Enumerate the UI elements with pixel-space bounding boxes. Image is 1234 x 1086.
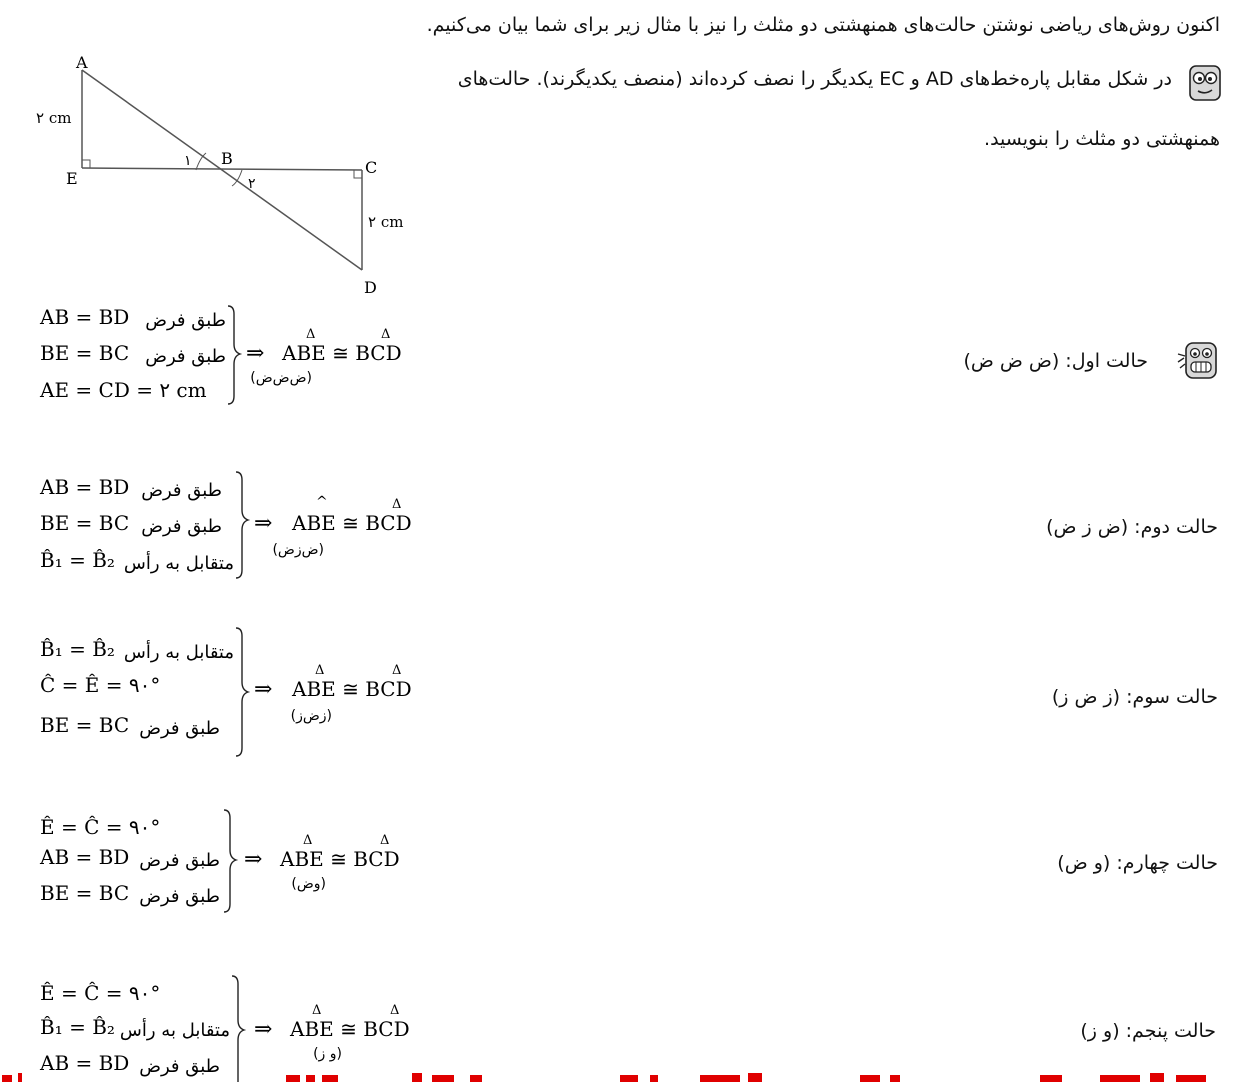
right-angle-E [82, 160, 90, 168]
case-2-reason-2: طبق فرض [141, 516, 222, 537]
case-1-reason-1: طبق فرض [145, 310, 226, 331]
case-4-tri-2: Δ [380, 833, 390, 848]
case-5-eq-1: Ê = Ĉ = ۹۰° [40, 981, 161, 1005]
point-C-label: C [365, 158, 378, 177]
case-4-result: ABE ≅ BCD [280, 847, 400, 871]
side-CD-label: ۲ cm [368, 213, 404, 231]
case-5-tag: (و ز) [313, 1046, 342, 1062]
case-5-eq-2: B̂₁ = B̂₂ [40, 1015, 115, 1039]
case-1-tri-2: Δ [381, 327, 391, 342]
case-1-implies: ⇒ [246, 341, 265, 366]
case-1-brace [228, 306, 240, 404]
case-5-eq-3: AB = BD [40, 1051, 130, 1075]
case-2-label: حالت دوم: (ض ز ض) [1046, 516, 1218, 538]
thinking-face-icon [1188, 64, 1222, 102]
question-line-1: در شکل مقابل پاره‌خط‌های AD و EC یکدیگر را نصف کرده‌اند (منصف یکدیگرند). حالت‌های [457, 68, 1172, 90]
case-2-proof [40, 470, 460, 580]
case-3-tri-1: Δ [315, 663, 325, 678]
point-B-label: B [221, 149, 233, 168]
intro-text: اکنون روش‌های ریاضی نوشتن حالت‌های همنهشتی دو مثلث را نیز با مثال زیر برای شما بیان می‌کنیم. [426, 14, 1220, 36]
case-4-reason-3: طبق فرض [139, 886, 220, 907]
case-3-reason-1: متقابل به رأس [123, 642, 234, 663]
case-5-reason-3: طبق فرض [139, 1056, 220, 1077]
case-3-proof [40, 632, 460, 742]
case-5-proof [40, 972, 460, 1082]
case-5-implies: ⇒ [254, 1017, 273, 1042]
case-1-tag: (ض‌ض‌ض) [250, 370, 312, 386]
angle-1-label: ۱ [184, 153, 192, 169]
case-1-tri-1: Δ [306, 327, 316, 342]
case-4-label: حالت چهارم: (و ض) [1057, 852, 1218, 874]
case-4-tag: (و‌ض) [291, 876, 326, 892]
case-4-reason-2: طبق فرض [139, 850, 220, 871]
case-3-tag: (ز‌ض‌ز) [290, 708, 332, 724]
case-2-implies: ⇒ [254, 511, 273, 536]
case-2-brace [236, 472, 248, 578]
case-5-result: ABE ≅ BCD [290, 1017, 410, 1041]
case-4-brace [224, 810, 236, 912]
case-4-eq-3: BE = BC [40, 881, 130, 905]
case-2-reason-3: متقابل به رأس [123, 553, 234, 574]
case-4-implies: ⇒ [244, 847, 263, 872]
case-1-result: ABE ≅ BCD [282, 341, 402, 365]
case-2-eq-3: B̂₁ = B̂₂ [40, 548, 115, 572]
point-E-label: E [66, 169, 78, 188]
right-angle-C [354, 170, 362, 178]
case-5-brace [232, 976, 244, 1082]
case-2-angle-mark: ^ [316, 494, 328, 510]
case-2-result: ABE ≅ BCD [292, 511, 412, 535]
case-3-result: ABE ≅ BCD [292, 677, 412, 701]
case-5-label: حالت پنجم: (و ز) [1080, 1020, 1216, 1042]
point-D-label: D [364, 278, 377, 297]
case-5-tri-1: Δ [312, 1003, 322, 1018]
case-3-tri-2: Δ [392, 663, 402, 678]
case-2-eq-1: AB = BD [40, 475, 130, 499]
point-A-label: A [76, 53, 88, 72]
case-5-tri-2: Δ [390, 1003, 400, 1018]
case-3-implies: ⇒ [254, 677, 273, 702]
case-2-tri-2: Δ [392, 497, 402, 512]
case-1-eq-3: AE = CD = ۲ cm [40, 378, 207, 402]
case-4-proof [40, 808, 460, 918]
case-1-proof [40, 300, 460, 410]
angle-2-label: ۲ [248, 176, 256, 192]
case-5-reason-2: متقابل به رأس [119, 1020, 230, 1041]
case-1-reason-2: طبق فرض [145, 346, 226, 367]
geometry-figure [20, 50, 420, 300]
cutoff-red-footer [0, 1068, 1234, 1082]
case-1-eq-2: BE = BC [40, 341, 130, 365]
case-1-label: حالت اول: (ض ض ض) [963, 350, 1148, 372]
case-4-eq-2: AB = BD [40, 845, 130, 869]
case-3-reason-3: طبق فرض [139, 718, 220, 739]
case-4-tri-1: Δ [303, 833, 313, 848]
grinning-face-icon [1176, 340, 1220, 386]
case-3-eq-3: BE = BC [40, 713, 130, 737]
case-3-label: حالت سوم: (ز ض ز) [1051, 686, 1218, 708]
question-line-2: همنهشتی دو مثلث را بنویسید. [984, 128, 1220, 150]
case-4-eq-1: Ê = Ĉ = ۹۰° [40, 815, 161, 839]
case-2-tag: (ض‌ز‌ض) [272, 542, 324, 558]
case-1-eq-1: AB = BD [40, 305, 130, 329]
side-AE-label: ۲ cm [36, 109, 72, 127]
case-3-eq-1: B̂₁ = B̂₂ [40, 637, 115, 661]
case-3-eq-2: Ĉ = Ê = ۹۰° [40, 673, 161, 697]
case-3-brace [236, 628, 248, 756]
case-2-eq-2: BE = BC [40, 511, 130, 535]
case-2-reason-1: طبق فرض [141, 480, 222, 501]
